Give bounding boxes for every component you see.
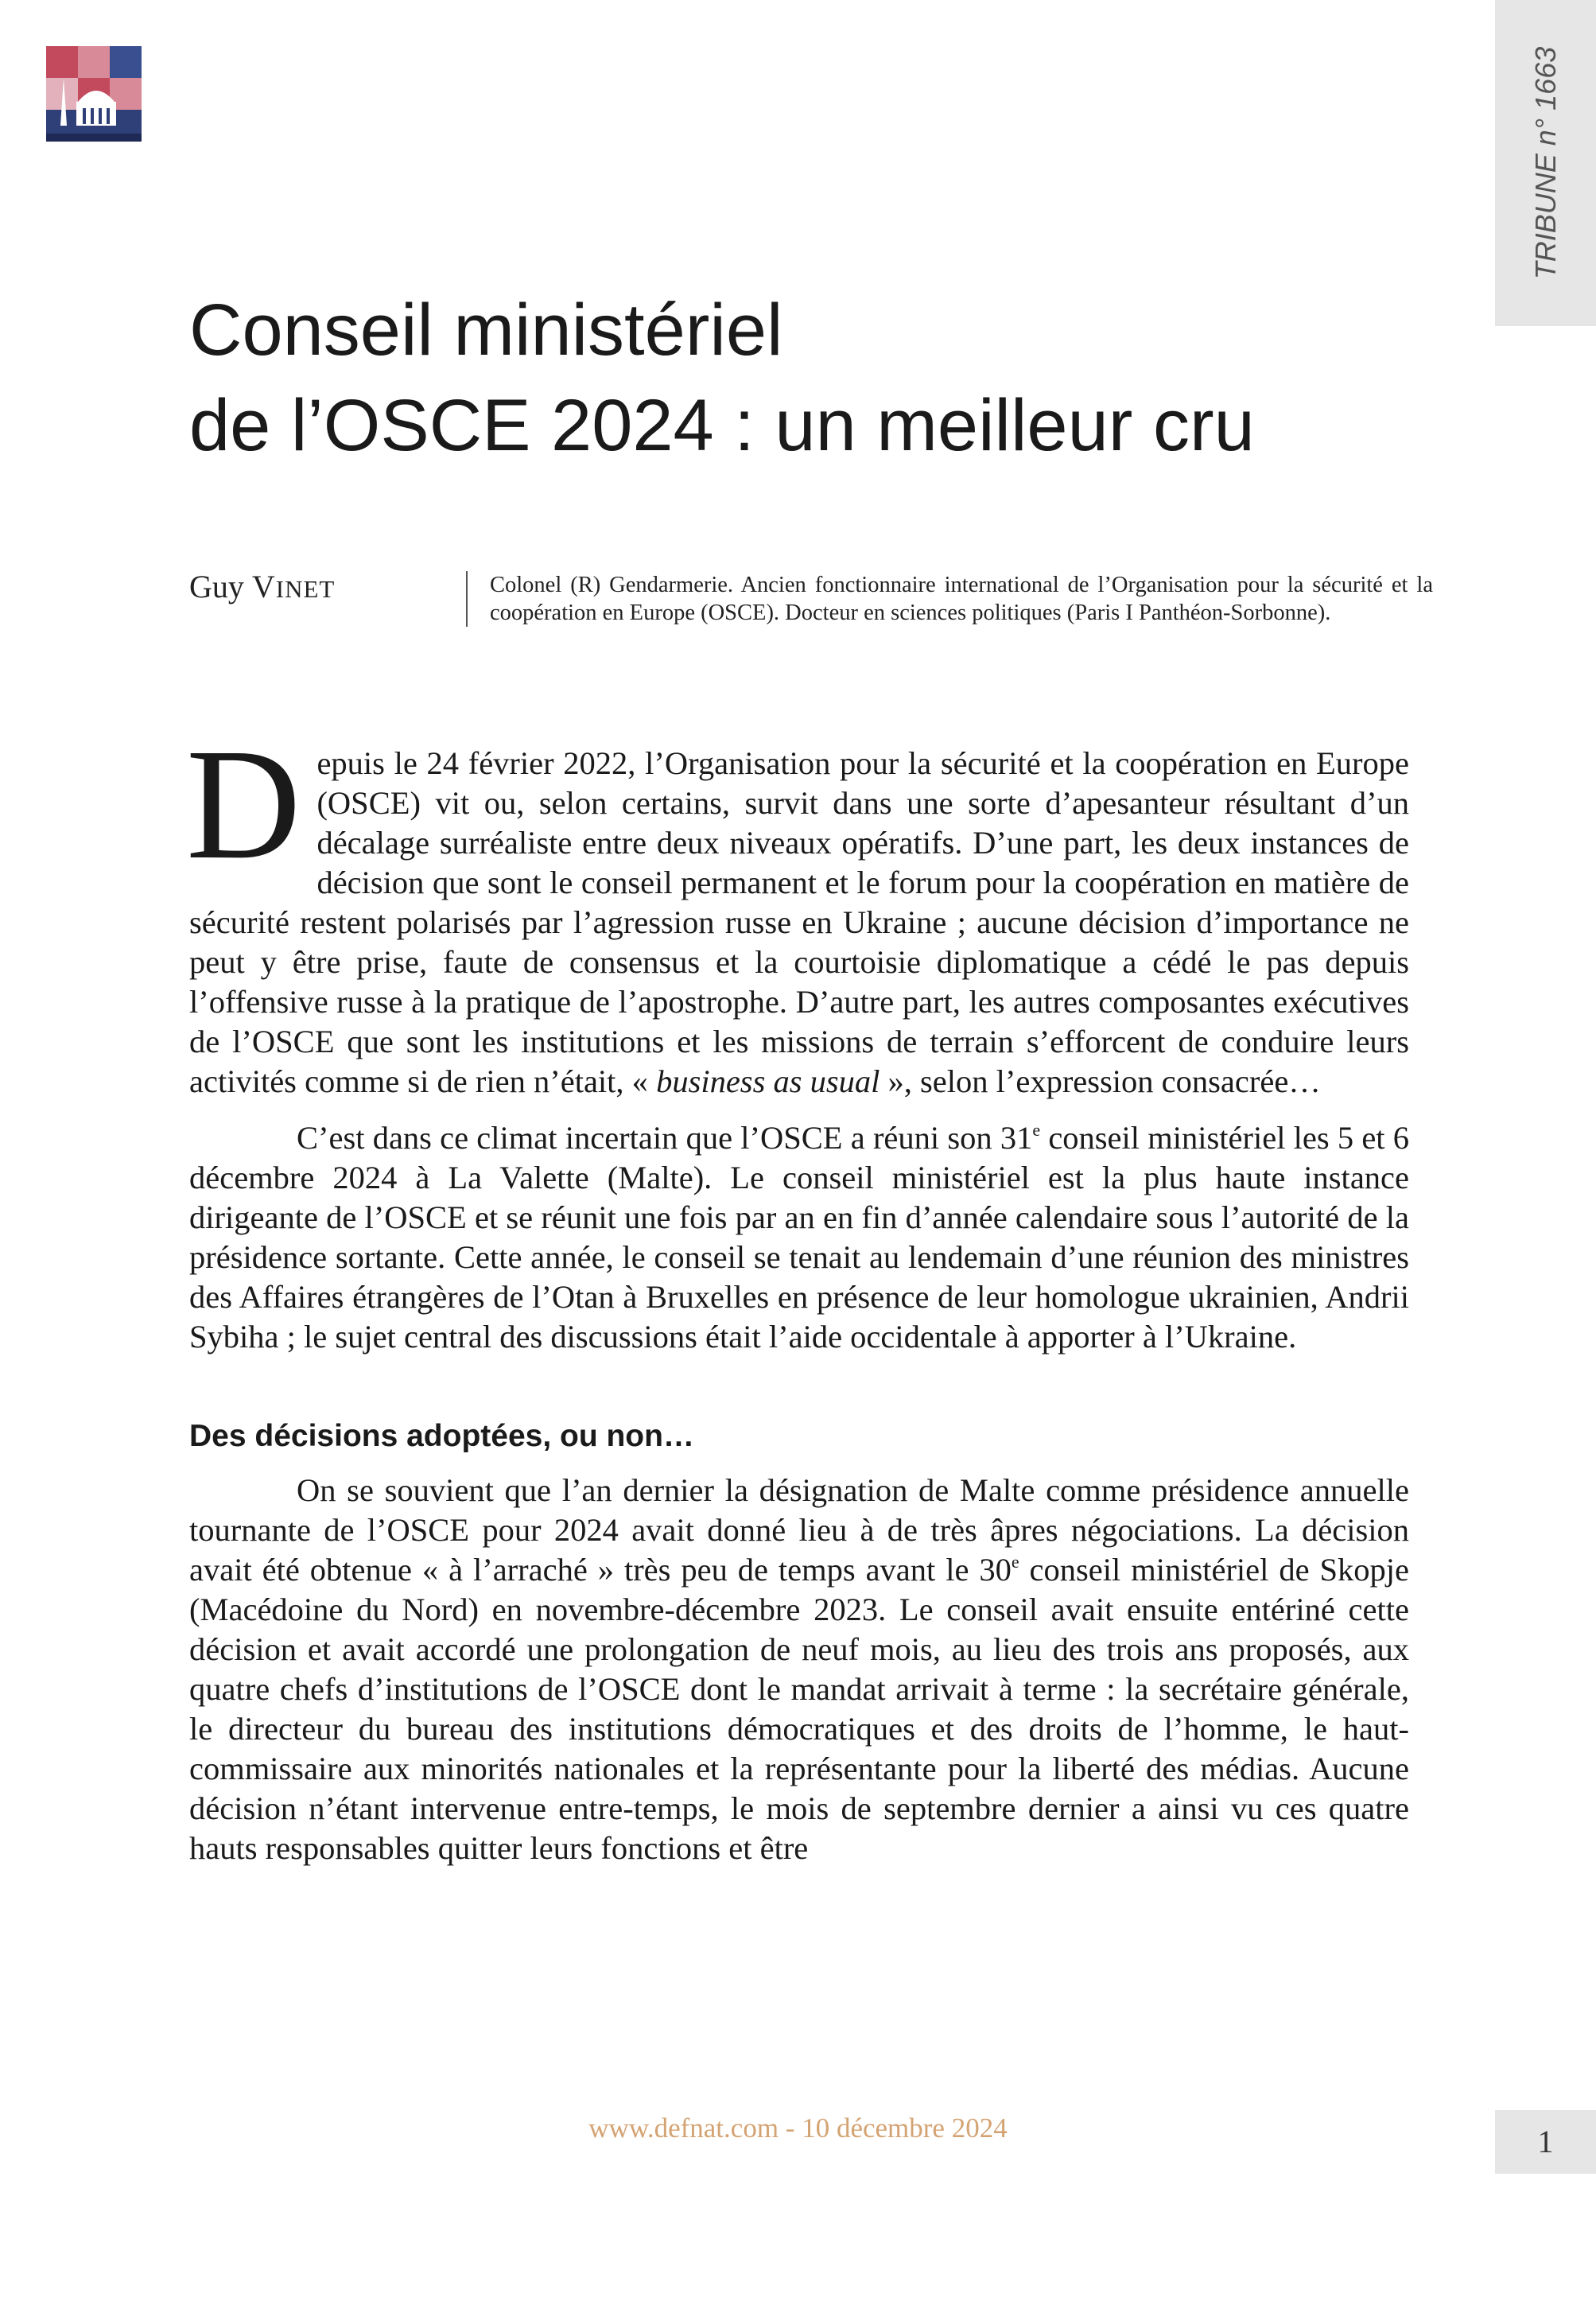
tribune-label: TRIBUNE n° 1663: [1528, 46, 1562, 280]
author-first-name: Guy: [189, 569, 244, 604]
paragraph-2-text-a: C’est dans ce climat incertain que l’OSCE a réuni son 31: [297, 1120, 1033, 1156]
paragraph-3: [189, 1471, 1409, 1868]
author-bio: Colonel (R) Gendarmerie. Ancien fonctionnaire international de l’Organisation pour la sécurité et la coopération en Europe (OSCE). Docteur en sciences politiques (Paris I Panthéon-Sorbonne).: [466, 571, 1433, 627]
page-title: [189, 282, 1430, 473]
author-last-name: VINET: [251, 569, 336, 604]
article-body: [186, 717, 1410, 1885]
page-number: 1: [1495, 2110, 1596, 2174]
tribune-number-tab: [1495, 0, 1596, 326]
paragraph-1: [186, 717, 1409, 1102]
author-last-name-initial: V: [251, 569, 276, 604]
ecole-militaire-logo-icon: [46, 46, 142, 142]
section-heading: Des décisions adoptées, ou non…: [189, 1419, 694, 1453]
superscript: e: [1032, 1120, 1041, 1140]
paragraph-3-text-a: On se souvient que l’an dernier la désignation de Malte comme présidence annuelle tournante de l’OSCE pour 2024 avait donné lieu à de très âpres négociations. La décision avait été obtenue « à l’arraché » très peu de temps avant le 30: [189, 1472, 1409, 1588]
title-line-2: de l’OSCE 2024 : un meilleur cru: [189, 385, 1255, 466]
footer-text: www.defnat.com - 10 décembre 2024: [588, 2112, 1008, 2144]
paragraph-3-text-b: conseil ministériel de Skopje (Macédoine du Nord) en novembre-décembre 2023. Le conseil avait ensuite entériné cette décision et avait accordé une prolongation de neuf mois, au lieu des trois ans proposés, aux quatre chefs d’institutions de l’OSCE dont le mandat arrivait à terme : la secrétaire générale, le directeur du bureau des institutions démocratiques et des droits de l’homme, le haut-commissaire aux minorités nationales et la représentante pour la liberté des médias. Aucune décision n’étant intervenue entre-temps, le mois de septembre dernier a ainsi vu ces quatre hauts responsables quitter leurs fonctions et être: [189, 1552, 1409, 1866]
italic-phrase: business as usual: [656, 1063, 880, 1099]
superscript: e: [1011, 1552, 1019, 1572]
title-line-1: Conseil ministériel: [189, 290, 783, 371]
paragraph-1-text: epuis le 24 février 2022, l’Organisation pour la sécurité et la coopération en Europe (OSCE) vit ou, selon certains, survit dans une sorte d’apesanteur résultant d’un décalage surréaliste entre deux niveaux opératifs. D’une part, les deux instances de décision que sont le conseil permanent et le forum pour la coopération en matière de sécurité restent polarisés par l’agression russe en Ukraine ; aucune décision d’importance ne peut y être prise, faute de consensus et la courtoisie diplomatique a cédé le pas depuis l’offensive russe à la pratique de l’apostrophe. D’autre part, les autres composantes exécutives de l’OSCE que sont les institutions et les missions de terrain s’efforcent de conduire leurs activités comme si de rien n’était, «: [189, 745, 1409, 1099]
drop-cap: D: [186, 717, 301, 892]
paragraph-2: [189, 1118, 1409, 1357]
paragraph-2-text-b: conseil ministériel les 5 et 6 décembre 2024 à La Valette (Malte). Le conseil ministériel est la plus haute instance dirigeante de l’OSCE et se réunit une fois par an en fin d’année calendaire sous l’autorité de la présidence sortante. Cette année, le conseil se tenait au lendemain d’une réunion des ministres des Affaires étrangères de l’Otan à Bruxelles en présence de leur homologue ukrainien, Andrii Sybiha ; le sujet central des discussions était l’aide occidentale à apporter à l’Ukraine.: [189, 1120, 1410, 1355]
paragraph-1-end: », selon l’expression consacrée…: [880, 1063, 1321, 1099]
author-name: [189, 568, 335, 605]
